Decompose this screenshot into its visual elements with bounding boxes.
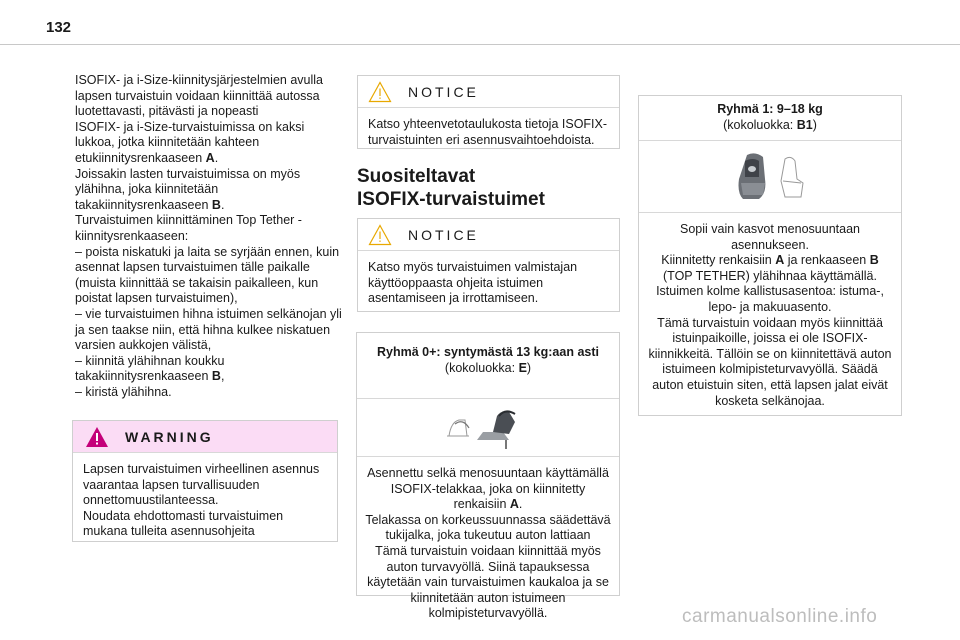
warning-title: WARNING: [125, 428, 214, 445]
infant-carrier-illustration: [443, 406, 533, 450]
step-remove-headrest: – poista niskatuki ja laita se syrjään ennen, kuin asennat lapsen turvaistuimen tälle paikalle (muista kiinnittää se takaisin paikalleen, kun poistat lapsen turvaistuimen),: [75, 244, 340, 306]
notice-header: [358, 219, 619, 251]
step-attach-hook: – kiinnitä ylähihnan koukku takakiinnitysrenkaaseen B,: [75, 353, 225, 384]
group-1-image: [639, 141, 901, 213]
notice-title: NOTICE: [408, 226, 479, 243]
paragraph-locks: ISOFIX- ja i-Size-turvaistuimissa on kaksi lukkoa, jotka kiinnitetään kahteen etukiinnitysrenkaaseen A.: [75, 119, 305, 165]
notice-triangle-icon: [368, 81, 392, 103]
warning-header: [73, 421, 337, 453]
warning-body: Lapsen turvaistuimen virheellinen asennus vaarantaa lapsen turvallisuuden onnettomuustilanteessa. Noudata ehdottomasti turvaistuimen mukana tulleita asennusohjeita: [83, 462, 320, 539]
notice-box-manual: [357, 218, 620, 312]
notice-triangle-icon: [368, 224, 392, 246]
header-divider: [0, 44, 960, 45]
notice-box-summary: [357, 75, 620, 149]
notice-title: NOTICE: [408, 83, 479, 100]
paragraph-intro: ISOFIX- ja i-Size-kiinnitysjärjestelmien avulla lapsen turvaistuin voidaan kiinnittää autossa luotettavasti, pitävästi ja nopeasti: [75, 73, 323, 119]
group-1-description: Sopii vain kasvot menosuuntaan asennukseen. Kiinnitetty renkaisiin A ja renkaaseen B (TOP TETHER) ylähihnaa käyttämällä. Istuimen kolme kallistusasentoa: istuma-, lepo- ja makuuasento. Tämä turvaistuin voidaan myös kiinnittää istuinpaikoille, joissa ei ole ISOFIX-kiinnikkeitä. Tällöin se on kiinnitettävä auton istuimeen kolmipisteturvavyöllä. Säädä auton etuistuin siten, että lapsen jalat eivät kosketa selkänojaa.: [648, 222, 892, 408]
child-seat-illustration: [725, 149, 815, 205]
notice-body: Katso myös turvaistuimen valmistajan käyttöoppaasta ohjeita istuimen asentamiseen ja irrottamiseen.: [368, 260, 578, 306]
step-tighten-strap: – kiristä ylähihna.: [75, 384, 172, 399]
left-column-text: [75, 73, 343, 400]
group-0-box: [356, 332, 620, 621]
notice-body: Katso yhteenvetotaulukosta tietoja ISOFIX-turvaistuinten eri asennusvaihtoehdoista.: [368, 117, 608, 147]
group-0-description: Asennettu selkä menosuuntaan käyttämällä ISOFIX-telakkaa, joka on kiinnitetty renkaisiin A. Telakassa on korkeussuunnassa säädettävä tukijalka, joka tukeutuu auton lattiaan Tämä turvaistuin voidaan kiinnittää myös auton turvavyöllä. Siinä tapauksessa käytetään vain turvaistuimen kaukaloa ja se kiinnitetään auton istuimeen kolmipisteturvavyöllä.: [365, 466, 611, 621]
group-1-box: [638, 95, 902, 416]
paragraph-top-strap: Joissakin lasten turvaistuimissa on myös ylähihna, joka kiinnitetään takakiinnitysrenkaaseen B.: [75, 166, 301, 212]
section-title: Suositeltavat ISOFIX-turvaistuimet: [357, 166, 545, 210]
group-0-image: [357, 399, 619, 457]
group-1-heading: Ryhmä 1: 9–18 kg (kokoluokka: B1): [639, 96, 901, 141]
notice-header: [358, 76, 619, 108]
warning-triangle-icon: [85, 426, 109, 448]
watermark: carmanualsonline.info: [682, 606, 878, 627]
step-route-strap: – vie turvaistuimen hihna istuimen selkänojan yli ja sen taakse niin, että hihna kulkee niskatuen varsien aukkojen välistä,: [75, 306, 342, 353]
paragraph-top-tether: Turvaistuimen kiinnittäminen Top Tether -kiinnitysrenkaaseen:: [75, 213, 302, 243]
group-0-heading: Ryhmä 0+: syntymästä 13 kg:aan asti (kokoluokka: E): [357, 333, 619, 399]
warning-box: [72, 420, 338, 542]
page-number: 132: [46, 19, 72, 36]
